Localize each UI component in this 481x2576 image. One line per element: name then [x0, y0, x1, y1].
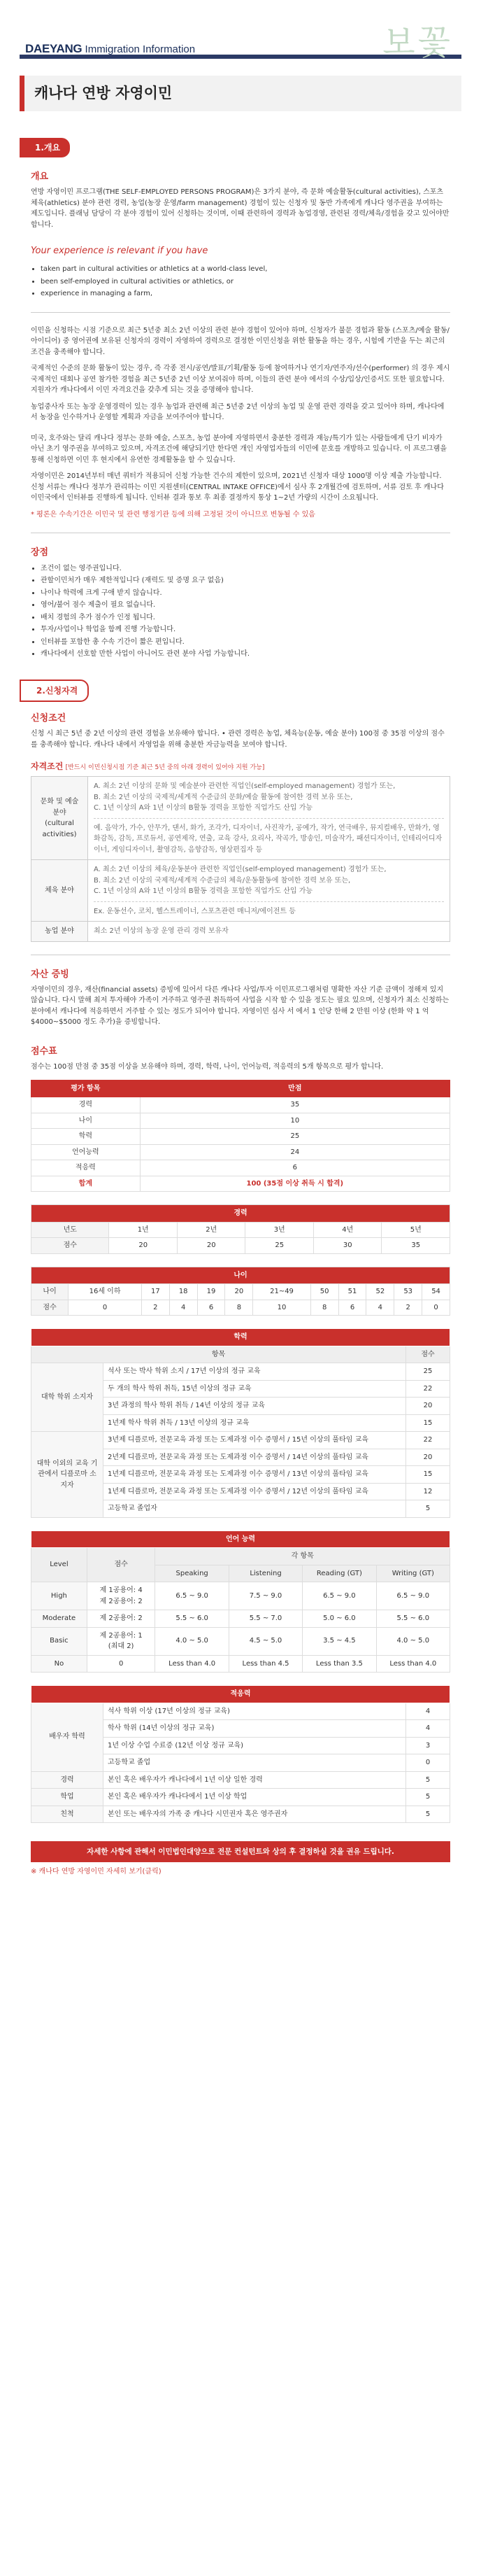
overview-section: [31, 138, 450, 660]
table-row: No 0 Less than 4.0 Less than 4.5 Less than 3.5 Less than 4.0: [31, 1655, 450, 1673]
table-row: High 제 1공용어: 4 제 2공용어: 2 6.5 ~ 9.0 7.5 ~ 9.0 6.5 ~ 9.0 6.5 ~ 9.0: [31, 1582, 450, 1610]
table-row: 언어능력 24: [31, 1144, 450, 1160]
overview-paragraph: 미국, 호주와는 달리 캐나다 정부는 문화 예술, 스포츠, 농업 분야에 자영하면서 충분한 경력과 재능/특기가 있는 사람들에게 단기 비자가 아닌 초기 영주권을 부여하고 있으며, 자격조건에 해당되기만 한다면 개인 자영업자들의 이민에 문호를 개방하고 있습니다. 이 프로그램을 통해 신청하면 이민 후 현지에서 유연한 경제활동을 할 수 있습니다.: [31, 434, 447, 464]
funds-text: 자영이민의 경우, 재산(financial assets) 증빙에 있어서 다른 캐나다 사업/투자 이민프로그램처럼 명확한 자산 기준 금액이 정해져 있지 않습니다. 다시 말해 최저 투자해야 가족이 거주하고 영주권 취득하여 사업을 시작 할 수 있을 정도는 필요 있으며, 신청자가 최소 신청하는 분야에서 캐나다에 적응하면서 거주할 수 있는 정도가 되어야 합니다. 자영이민 심사 서 에서 1 인당 한해 2 만원 이상 (한화 약 1 억 $4000~$5000 정도 추가)을 증빙합니다.: [31, 985, 450, 1027]
list-item: • 배치 경험의 추가 점수가 인정 됩니다.: [41, 612, 450, 624]
consult-banner: 자세한 사항에 관해서 이민법인대양으로 전문 컨설턴트와 상의 후 결정하실 것을 권유 드립니다.: [31, 1841, 450, 1862]
table-row: 나이 16세 이하 17 18 19 20 21~49 50 51 52 53 54: [31, 1284, 450, 1300]
table-row: 점수 0 2 4 6 8 10 8 6 4 2 0: [31, 1300, 450, 1316]
table-row: 친척 본인 또는 배우자의 가족 중 캐나다 시민권자 혹은 영주권자 5: [31, 1806, 450, 1823]
divider: [31, 312, 450, 313]
overview-intro: 연방 자영이민 프로그램(THE SELF-EMPLOYED PERSONS PROGRAM)은 3가지 분야, 즉 문화 예술활동(cultural activities), 스포츠 체육(athletics) 분야 관련 경력, 농업(농장 운영/farm management) 경험이 있는 신청자 및 동반 가족에게 캐나다 영주권을 부여하는 제도입니다. 플래닝 담당이 각 분야 경험이 있어 신청하는 것이며, 이때 관련하여 경력과 농업경영, 관련된 경력/체육/경험을 갖고 있어야만 합니다.: [31, 188, 450, 229]
table-row: 1년제 학사 학위 취득 / 13년 이상의 정규 교육 15: [31, 1414, 450, 1432]
more-info-link[interactable]: ※ 캐나다 연방 자영이민 자세히 보기(클릭): [31, 1868, 161, 1876]
table-row: 3년 과정의 학사 학위 취득 / 14년 이상의 정규 교육 20: [31, 1398, 450, 1415]
experience-title: 경력: [31, 1205, 450, 1223]
list-item: • 투자/사업이나 학업을 함께 진행 가능합니다.: [41, 624, 450, 635]
table-header-row: 항목 점수: [31, 1346, 450, 1363]
points-heading: 점수표: [31, 1046, 57, 1057]
conditions-text: 신청 시 최근 5년 중 2년 이상의 관련 경험을 보유해야 합니다. • 관련 경력은 농업, 체육능(운동, 예술 분야) 100점 중 35점 이상의 점수를 충족해야 합니다. 캐나다 내에서 자영업을 위해 충분한 자금능력을 보여야 합니다.: [31, 730, 445, 749]
list-item: • taken part in cultural activities or athletics at a world-class level,: [41, 264, 450, 275]
criteria-label: 문화 및 예술 분야 (cultural activities): [31, 777, 88, 860]
list-item: • 조건이 없는 영주권입니다.: [41, 563, 450, 575]
overview-paragraph: 자영이민은 2014년부터 매년 쿼터가 적용되어 신청 가능한 건수의 제한이 있으며, 2021년 신청자 대상 1000명 이상 제출 가능합니다. 신청 서류는 캐나다 정부가 관리하는 이민 지원센터(CENTRAL INTAKE OFFICE)에서 심사 후 2개월간에 검토하며, 서류 검토 후 캐나다 이민국에서 인터뷰를 진행하게 됩니다. 인터뷰 결과 통보 후 최종 결정까지 통상 1~2년 가량의 시간이 소요됩니다.: [31, 472, 444, 502]
table-row: 대학 학위 소지자 석사 또는 박사 학위 소지 / 17년 이상의 정규 교육 25: [31, 1363, 450, 1381]
criteria-body: 최소 2년 이상의 농장 운영 관리 경력 보유자: [88, 922, 450, 942]
merits-heading: 장점: [31, 547, 49, 558]
table-header-row: Level 점수 각 항목: [31, 1548, 450, 1565]
points-summary-table: [31, 1080, 450, 1192]
table-row: 적응력 6: [31, 1160, 450, 1176]
section-tab-overview: 1.개요: [20, 138, 70, 158]
conditions-heading: 신청조건: [31, 713, 66, 724]
table-row: 경력 본인 혹은 배우자가 캐나다에서 1년 이상 일한 경력 5: [31, 1771, 450, 1789]
table-row: Moderate 제 2공용어: 2 5.5 ~ 6.0 5.5 ~ 7.0 5.0 ~ 6.0 5.5 ~ 6.0: [31, 1610, 450, 1628]
table-row: 1년제 디플로마, 전문교육 과정 또는 도제과정 이수 증명서 / 13년 이상의 풀타임 교육 15: [31, 1466, 450, 1484]
relevant-list: [31, 264, 450, 300]
table-total-row: 합계 100 (35점 이상 취득 시 합격): [31, 1176, 450, 1192]
points-section: [31, 1045, 450, 1878]
experience-table: [31, 1204, 450, 1254]
overview-paragraph: 이민을 신청하는 시점 기준으로 최근 5년중 최소 2년 이상의 관련 분야 경험이 있어야 하며, 신청자가 불문 경험과 활동 (스포츠/예술 활동/아이디어) 중 영어권에 보유된 신청자의 경력이 자영하여 경력으로 결정한 이민신청을 위한 활동을 하는 경우, 시험에 기반을 두는 최근의 조건을 충족해야 합니다.: [31, 326, 450, 356]
adaptability-title: 적응력: [31, 1686, 450, 1703]
table-row: [31, 860, 450, 922]
relevant-heading: Your experience is relevant if you have: [31, 246, 208, 257]
table-row: 두 개의 학사 학위 취득, 15년 이상의 정규 교육 22: [31, 1380, 450, 1398]
logo[interactable]: DAEYANG Immigration Information: [25, 42, 196, 55]
table-header-row: Speaking Listening Reading (GT) Writing (GT): [31, 1565, 450, 1582]
table-row: 나이 10: [31, 1113, 450, 1129]
table-row: [31, 777, 450, 860]
funds-heading: 자산 증빙: [31, 969, 69, 980]
criteria-label: 농업 분야: [31, 922, 88, 942]
overview-paragraph: 국제적인 수준의 문화 활동이 있는 경우, 즉 각종 전시/공연/발표/기획/활동 등에 참여하거나 연기자/연주자/선수(performer) 의 경우 제시 국제적인 대회나 공연 참가한 경험을 최근 5년중 2년 이상 보여줘야 하며, 이들의 관련 분야 에서의 수상/입상/인증서도 또한 필요합니다. 지원자가 캐나다에서 이민 자격요건을 갖추게 되는 것을 증명해야 합니다.: [31, 365, 450, 395]
points-intro: 점수는 100점 만점 중 35점 이상을 보유해야 하며, 경력, 학력, 나이, 언어능력, 적응력의 5개 항목으로 평가 합니다.: [31, 1063, 384, 1071]
criteria-subheading: [반드시 이민신청시점 기준 최근 5년 중의 아래 경력이 있어야 지원 가능]: [65, 764, 265, 772]
table-row: 경력 35: [31, 1097, 450, 1113]
list-item: • 인터뷰를 포함한 총 수속 기간이 짧은 편입니다.: [41, 637, 450, 648]
age-table: [31, 1267, 450, 1316]
table-row: 고등학교 졸업자 5: [31, 1500, 450, 1518]
criteria-heading-row: [31, 760, 450, 773]
section-tab-conditions: 2.신청자격: [20, 680, 89, 703]
language-title: 언어 능력: [31, 1530, 450, 1548]
table-row: 학력 25: [31, 1129, 450, 1145]
list-item: • 영어/불어 점수 제출이 필요 없습니다.: [41, 600, 450, 611]
header: [0, 0, 481, 62]
list-item: • 나이나 학력에 크게 구애 받지 않습니다.: [41, 588, 450, 599]
criteria-body: A. 최소 2년 이상의 체육/운동분야 관련한 직업인(self-employed management) 경험가 또는, B. 최소 2년 이상의 국제적/세계적 수준급의 체육/운동활동에 참여한 경력 보유 또는, C. 1년 이상의 A와 1년 이상의 B활동 경력을 포함한 직업가도 산입 가능 Ex. 운동선수, 코치, 헬스트레이너, 스포츠관련 매니저/에이전트 등: [88, 860, 450, 922]
conditions-section: [31, 680, 450, 1028]
table-row: 학사 학위 (14년 이상의 정규 교육) 4: [31, 1720, 450, 1738]
decorative-calligraphy: 보꽃: [382, 23, 453, 62]
education-title: 학력: [31, 1329, 450, 1346]
list-item: • experience in managing a farm,: [41, 288, 450, 300]
table-row: 2년제 디플로마, 전문교육 과정 또는 도제과정 이수 증명서 / 14년 이상의 풀타임 교육 20: [31, 1449, 450, 1466]
criteria-body: A. 최소 2년 이상의 문화 및 예술분야 관련한 직업인(self-employed management) 경험가 또는, B. 최소 2년 이상의 국제적/세계적 수준급의 문화/예술 활동에 참여한 경력 보유 또는, C. 1년 이상의 A와 1년 이상의 B활동 경력을 포함한 직업가도 산입 가능 예. 음악가, 가수, 안무가, 댄서, 화가, 조각가, 디자이너, 사진작가, 공예가, 작가, 연극배우, 뮤지컬배우, 만화가, 영화감독, 감독, 프로듀서, 공연제작, 연출, 교육 강사, 요리사, 작곡가, 방송인, 미술작가, 패션디자이너, 인테리어디자이너, 게임디자이너, 촬영감독, 음향감독, 영상편집자 등: [88, 777, 450, 860]
language-table: [31, 1530, 450, 1673]
adaptability-table: [31, 1685, 450, 1823]
table-row: [31, 922, 450, 942]
list-item: • 캐나다에서 선호할 만한 사업이 아니어도 관련 분야 사업 가능합니다.: [41, 649, 450, 660]
table-header-row: 평가 항목 만점: [31, 1080, 450, 1097]
merits-list: [31, 563, 450, 660]
table-row: 1년제 디플로마, 전문교육 과정 또는 도제과정 이수 증명서 / 12년 이상의 풀타임 교육 12: [31, 1483, 450, 1500]
overview-paragraph: 농업중사자 또는 농장 운영경력이 있는 경우 농업과 관련해 최근 5년중 2년 이상의 농업 및 운영 관련 경력을 갖고 있어야 하며, 캐나다에서 농장을 인수하거나 운영할 계획과 자금을 보여주어야 합니다.: [31, 402, 445, 422]
overview-note: * 평론은 수속기간은 이민국 및 관련 행정기관 등에 의해 고정된 것이 아니므로 변동될 수 있음: [31, 510, 315, 519]
criteria-heading: 자격조건: [31, 761, 64, 772]
table-row: 년도 1년 2년 3년 4년 5년: [31, 1222, 450, 1238]
overview-heading: 개요: [31, 171, 49, 183]
table-row: 고등학교 졸업 0: [31, 1754, 450, 1772]
list-item: • 관할이민처가 매우 제한적입니다 (재력도 및 증명 요구 없음): [41, 575, 450, 586]
table-row: Basic 제 2공용어: 1 (최대 2) 4.0 ~ 5.0 4.5 ~ 5.0 3.5 ~ 4.5 4.0 ~ 5.0: [31, 1627, 450, 1655]
table-row: 1년 이상 수업 수료증 (12년 이상 정규 교육) 3: [31, 1737, 450, 1754]
list-item: • been self-employed in cultural activities or athletics, or: [41, 276, 450, 288]
page-title: 캐나다 연방 자영이민: [20, 76, 461, 111]
table-row: 학업 본인 혹은 배우자가 캐나다에서 1년 이상 학업 5: [31, 1789, 450, 1806]
table-row: 점수 20 20 25 30 35: [31, 1238, 450, 1254]
criteria-table: [31, 776, 450, 942]
table-row: 대학 이외의 교육 기관에서 디플로마 소지자 3년제 디플로마, 전문교육 과정 또는 도제과정 이수 증명서 / 15년 이상의 풀타임 교육 22: [31, 1432, 450, 1449]
education-table: [31, 1328, 450, 1518]
table-row: 배우자 학력 석사 학위 이상 (17년 이상의 정규 교육) 4: [31, 1703, 450, 1720]
criteria-label: 체육 분야: [31, 860, 88, 922]
age-title: 나이: [31, 1267, 450, 1284]
